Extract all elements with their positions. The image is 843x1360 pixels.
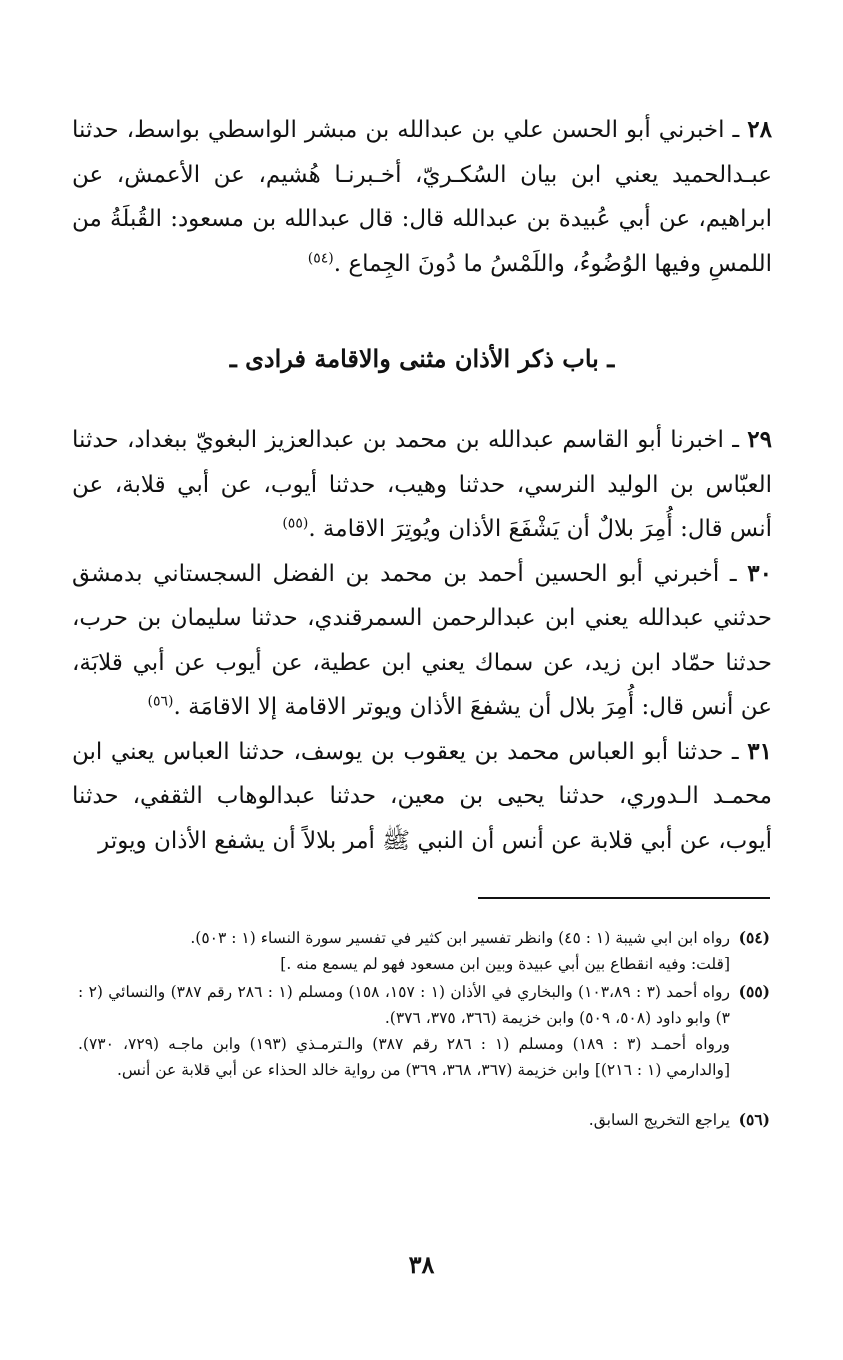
footnote-divider [478, 897, 770, 899]
hadith-28-number: ٢٨ [747, 116, 772, 143]
hadith-29-text: ـ اخبرنا أبو القاسم عبدالله بن محمد بن عبدالعزيز البغويّ ببغداد، حدثنا العبّاس بن الوليد النرسي، حدثنا وهيب، حدثنا أيوب، عن أبي قلابة، عن أنس قال: أُمِرَ بلالٌ أن يَشْفَعَ الأذان ويُوتِرَ الاقامة . [72, 427, 772, 542]
hadith-31-text: ـ حدثنا أبو العباس محمد بن يعقوب بن يوسف، حدثنا العباس يعني ابن محمـد الـدوري، حدثنا يحيى بن معين، حدثنا عبدالوهاب الثقفي، حدثنا أيوب، عن أبي قلابة عن أنس أن النبي ﷺ أمر بلالاً أن يشفع الأذان ويوتر [72, 738, 772, 854]
hadith-29-number: ٢٩ [747, 426, 772, 453]
hadith-30-paragraph [72, 552, 772, 730]
footnotes-section [78, 925, 770, 1133]
footnote-55-line-1: رواه أحمد (٣ : ١٠٣،٨٩) والبخاري في الأذان (١ : ١٥٧، ١٥٨) ومسلم (١ : ٢٨٦ رقم ٣٨٧) والنسائي (٢ : ٣) وابو داود (٥٠٨، ٥٠٩) وابن خزيمة (٣٦٦، ٣٧٥، ٣٧٦). [78, 983, 731, 1027]
footnote-55-body [78, 979, 730, 1083]
footnote-54-number: (٥٤) [738, 928, 770, 947]
footnote-54-body [78, 925, 730, 977]
hadith-29-paragraph [72, 418, 772, 552]
hadith-31-paragraph [72, 730, 772, 864]
hadith-30-text: ـ أخبرني أبو الحسين أحمد بن محمد بن الفضل السجستاني بدمشق حدثني عبدالله يعني ابن عبدالرحمن السمرقندي، حدثنا سليمان بن حرب، حدثنا حمّاد ابن زيد، عن سماك يعني ابن عطية، عن أيوب عن أبي قلابَة، عن أنس قال: أُمِرَ بلال أن يشفعَ الأذان ويوتر الاقامة إلا الاقامَة . [72, 560, 772, 720]
hadith-28-footnote-ref: (٥٤) [307, 249, 334, 266]
hadith-28-paragraph [72, 108, 772, 286]
hadith-30-number: ٣٠ [747, 559, 772, 587]
hadith-28-block [72, 108, 772, 286]
footnote-56-body [78, 1107, 730, 1133]
footnote-54-line-1: رواه ابن ابي شيبة (١ : ٤٥) وانظر تفسير ابن كثير في تفسير سورة النساء (١ : ٥٠٣). [190, 929, 730, 947]
footnote-55-number: (٥٥) [738, 982, 770, 1001]
footnote-55 [78, 979, 770, 1083]
hadith-30-footnote-ref: (٥٦) [147, 693, 174, 710]
hadith-29-31-block [72, 418, 772, 863]
footnote-56-line-1: يراجع التخريج السابق. [588, 1111, 730, 1129]
footnote-54 [78, 925, 770, 977]
page-number: ٣٨ [408, 1250, 435, 1279]
footnote-54-line-2: [قلت: وفيه انقطاع بين أبي عبيدة وبين ابن مسعود فهو لم يسمع منه .] [280, 955, 730, 973]
footnote-56 [78, 1107, 770, 1133]
footnote-56-number: (٥٦) [738, 1110, 770, 1129]
section-heading: ـ باب ذكر الأذان مثنى والاقامة فرادى ـ [229, 344, 615, 373]
hadith-31-number: ٣١ [747, 737, 772, 765]
footnote-55-line-2: ورواه أحمـد (٣ : ١٨٩) ومسلم (١ : ٢٨٦ رقم ٣٨٧) والـترمـذي (١٩٣) وابن ماجـه (٧٢٩، ٧٣٠). [والدارمي (١ : ٢١٦)] وابن خزيمة (٣٦٧، ٣٦٨، ٣٦٩) من رواية خالد الحذاء عن أبي قلابة عن أنس. [78, 1035, 730, 1079]
hadith-28-text: ـ اخبرني أبو الحسن علي بن عبدالله بن مبشر الواسطي بواسط، حدثنا عبـدالحميد يعني ابن بيان السُكـريّ، أخـبرنـا هُشيم، عن الأعمش، عن ابراهيم، عن أبي عُبيدة بن عبدالله قال: قال عبدالله بن مسعود: القُبلَةُ من اللمسِ وفيها الوُضُوءُ، واللَمْسُ ما دُونَ الجِماع . [72, 117, 772, 277]
hadith-29-footnote-ref: (٥٥) [282, 515, 309, 532]
